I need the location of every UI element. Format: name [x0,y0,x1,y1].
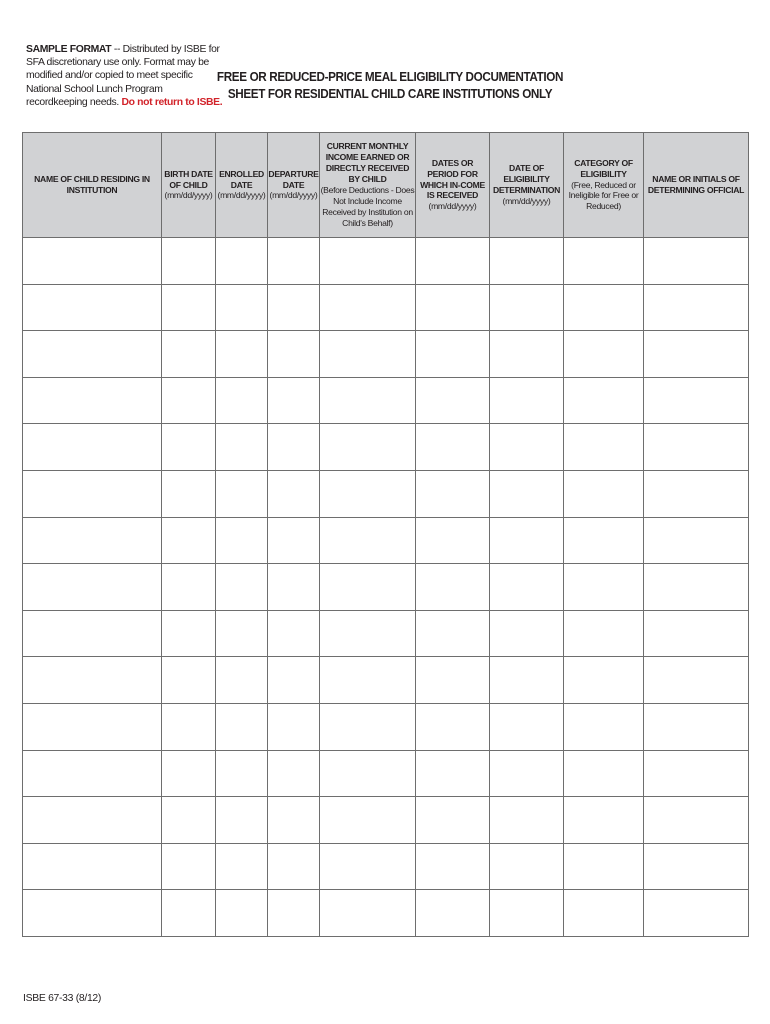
header-label: DEPARTURE DATE [268,168,319,190]
table-cell[interactable] [216,703,268,750]
table-cell[interactable] [320,610,416,657]
table-cell[interactable] [416,843,490,890]
header-label: BIRTH DATE OF CHILD [164,168,213,190]
header-child-name [23,133,162,238]
table-body [23,238,749,937]
table-cell[interactable] [216,564,268,611]
table-cell[interactable] [216,284,268,331]
table-row [23,470,749,517]
eligibility-documentation-table [22,132,749,937]
table-cell[interactable] [644,331,749,378]
table-cell[interactable] [416,517,490,564]
header-sub: (mm/dd/yyyy) [502,195,551,206]
table-cell[interactable] [564,377,644,424]
table-row [23,843,749,890]
table-cell[interactable] [162,610,216,657]
table-cell[interactable] [490,470,564,517]
header-eligibility-category [564,133,644,238]
table-cell[interactable] [644,470,749,517]
table-cell[interactable] [162,750,216,797]
table-header-row [23,133,749,238]
table-cell[interactable] [490,657,564,704]
table-cell[interactable] [416,238,490,285]
table-cell[interactable] [216,797,268,844]
header-sub: (mm/dd/yyyy) [269,190,318,201]
table-cell[interactable] [490,750,564,797]
table-cell[interactable] [23,238,162,285]
table-cell[interactable] [216,843,268,890]
table-cell[interactable] [564,750,644,797]
header-determining-official [644,133,749,238]
table-cell[interactable] [564,331,644,378]
table-cell[interactable] [216,424,268,471]
header-sub: (mm/dd/yyyy) [217,190,266,201]
table-row [23,890,749,937]
table-cell[interactable] [320,238,416,285]
table-cell[interactable] [644,703,749,750]
table-cell[interactable] [320,890,416,937]
header-label: ENROLLED DATE [219,168,264,190]
header-label: CURRENT MONTHLY INCOME EARNED OR DIRECTLY RECEIVED BY CHILD [325,141,410,185]
table-cell[interactable] [23,797,162,844]
table-cell[interactable] [416,564,490,611]
note-dash: -- [111,44,123,55]
table-cell[interactable] [564,890,644,937]
table-cell[interactable] [416,890,490,937]
table-cell[interactable] [268,377,320,424]
table-cell[interactable] [644,657,749,704]
table-cell[interactable] [320,657,416,704]
table-row [23,331,749,378]
table-row [23,284,749,331]
table-cell[interactable] [644,750,749,797]
table-cell[interactable] [268,610,320,657]
header-sub: (Before Deductions - Does Not Include Income Received by Institution on Child's Behalf) [320,185,415,228]
table-cell[interactable] [216,657,268,704]
header-sub: (Free, Reduced or Ineligible for Free or Reduced) [568,179,639,212]
table-row [23,564,749,611]
header-label: CATEGORY OF ELIGIBILITY [574,157,633,179]
table-row [23,238,749,285]
table-cell[interactable] [564,564,644,611]
table-row [23,610,749,657]
table-cell[interactable] [564,470,644,517]
table-cell[interactable] [564,843,644,890]
table-cell[interactable] [416,797,490,844]
table-cell[interactable] [268,657,320,704]
table-cell[interactable] [216,890,268,937]
table-cell[interactable] [320,377,416,424]
header-determination-date [490,133,564,238]
table-cell[interactable] [162,331,216,378]
table-cell[interactable] [216,331,268,378]
table-cell[interactable] [320,797,416,844]
table-cell[interactable] [564,284,644,331]
header-label: DATE OF ELIGIBILITY DETERMINATION [492,163,561,195]
form-title-line-1: FREE OR REDUCED-PRICE MEAL ELIGIBILITY DOCUMENTATION [216,70,564,84]
header-birth-date [162,133,216,238]
table-cell[interactable] [490,284,564,331]
table-cell[interactable] [416,750,490,797]
table-cell[interactable] [162,284,216,331]
table-cell[interactable] [564,657,644,704]
table-cell[interactable] [644,797,749,844]
table-cell[interactable] [490,517,564,564]
table-row [23,750,749,797]
table-cell[interactable] [23,890,162,937]
table-cell[interactable] [564,424,644,471]
table-cell[interactable] [490,890,564,937]
sample-format-note [26,43,226,109]
table-cell[interactable] [162,424,216,471]
table-cell[interactable] [416,331,490,378]
table-cell[interactable] [320,424,416,471]
table-cell[interactable] [23,657,162,704]
table-row [23,703,749,750]
table-cell[interactable] [564,797,644,844]
table-cell[interactable] [644,517,749,564]
table-cell[interactable] [23,424,162,471]
table-cell[interactable] [564,238,644,285]
table-cell[interactable] [268,843,320,890]
table-cell[interactable] [162,657,216,704]
table-cell[interactable] [23,610,162,657]
table-cell[interactable] [216,377,268,424]
table-cell[interactable] [162,238,216,285]
table-cell[interactable] [268,424,320,471]
table-cell[interactable] [320,470,416,517]
table-cell[interactable] [23,564,162,611]
table-cell[interactable] [644,284,749,331]
table-cell[interactable] [416,610,490,657]
table-cell[interactable] [216,750,268,797]
table-cell[interactable] [416,284,490,331]
table-cell[interactable] [490,331,564,378]
table-cell[interactable] [490,843,564,890]
table-cell[interactable] [268,564,320,611]
table-cell[interactable] [268,750,320,797]
table-cell[interactable] [490,564,564,611]
header-label: DATES OR PERIOD FOR WHICH IN-COME IS RECEIVED [420,157,485,201]
table-cell[interactable] [162,564,216,611]
table-cell[interactable] [644,843,749,890]
table-cell[interactable] [320,703,416,750]
table-cell[interactable] [268,470,320,517]
table-row [23,657,749,704]
form-number: ISBE 67-33 (8/12) [23,993,102,1004]
table-cell[interactable] [644,424,749,471]
sample-format-label: SAMPLE FORMAT [26,44,112,55]
table-cell[interactable] [644,238,749,285]
table-cell[interactable] [490,610,564,657]
table-cell[interactable] [216,470,268,517]
table-cell[interactable] [23,284,162,331]
table-cell[interactable] [320,331,416,378]
table-cell[interactable] [644,890,749,937]
table-cell[interactable] [644,564,749,611]
table-row [23,797,749,844]
table-cell[interactable] [268,703,320,750]
table-cell[interactable] [162,843,216,890]
table-cell[interactable] [268,517,320,564]
table-cell[interactable] [416,657,490,704]
table-cell[interactable] [216,238,268,285]
table-cell[interactable] [23,750,162,797]
table-cell[interactable] [644,610,749,657]
table-cell[interactable] [320,843,416,890]
table-cell[interactable] [23,377,162,424]
table-cell[interactable] [416,377,490,424]
table-cell[interactable] [216,517,268,564]
table-cell[interactable] [23,470,162,517]
table-cell[interactable] [416,424,490,471]
table-cell[interactable] [23,331,162,378]
table-cell[interactable] [23,517,162,564]
form-title-line-2: SHEET FOR RESIDENTIAL CHILD CARE INSTITUTIONS ONLY [227,87,553,101]
header-label: NAME OR INITIALS OF DETERMINING OFFICIAL [647,174,745,195]
form-title [213,69,566,103]
header-income-period [416,133,490,238]
table-cell[interactable] [268,331,320,378]
table-cell[interactable] [490,797,564,844]
table-cell[interactable] [162,703,216,750]
table-cell[interactable] [216,610,268,657]
table-cell[interactable] [416,470,490,517]
table-row [23,517,749,564]
table-cell[interactable] [416,703,490,750]
note-warning: Do not return to ISBE. [121,96,223,108]
table-cell[interactable] [268,797,320,844]
table-cell[interactable] [268,284,320,331]
table-cell[interactable] [320,517,416,564]
table-cell[interactable] [490,238,564,285]
table-cell[interactable] [564,517,644,564]
table-cell[interactable] [564,610,644,657]
header-label: NAME OF CHILD RESIDING IN INSTITUTION [34,174,150,195]
table-cell[interactable] [268,238,320,285]
header-enrolled-date [216,133,268,238]
table-cell[interactable] [23,703,162,750]
table-cell[interactable] [490,377,564,424]
table-cell[interactable] [162,517,216,564]
table-cell[interactable] [490,424,564,471]
table-cell[interactable] [320,564,416,611]
table-cell[interactable] [162,377,216,424]
table-cell[interactable] [162,470,216,517]
table-cell[interactable] [162,797,216,844]
table-cell[interactable] [320,750,416,797]
table-cell[interactable] [320,284,416,331]
table-cell[interactable] [490,703,564,750]
header-sub: (mm/dd/yyyy) [164,190,213,201]
table-cell[interactable] [644,377,749,424]
table-cell[interactable] [564,703,644,750]
note-text: Distributed by ISBE for SFA discretionary use only. Format may be modified and/or copied to meet specific National School Lunch Program recordkeeping needs. [26,44,220,108]
table-row [23,424,749,471]
header-sub: (mm/dd/yyyy) [428,201,477,212]
table-row [23,377,749,424]
table-cell[interactable] [268,890,320,937]
table-cell[interactable] [23,843,162,890]
header-departure-date [268,133,320,238]
header-monthly-income [320,133,416,238]
table-cell[interactable] [162,890,216,937]
